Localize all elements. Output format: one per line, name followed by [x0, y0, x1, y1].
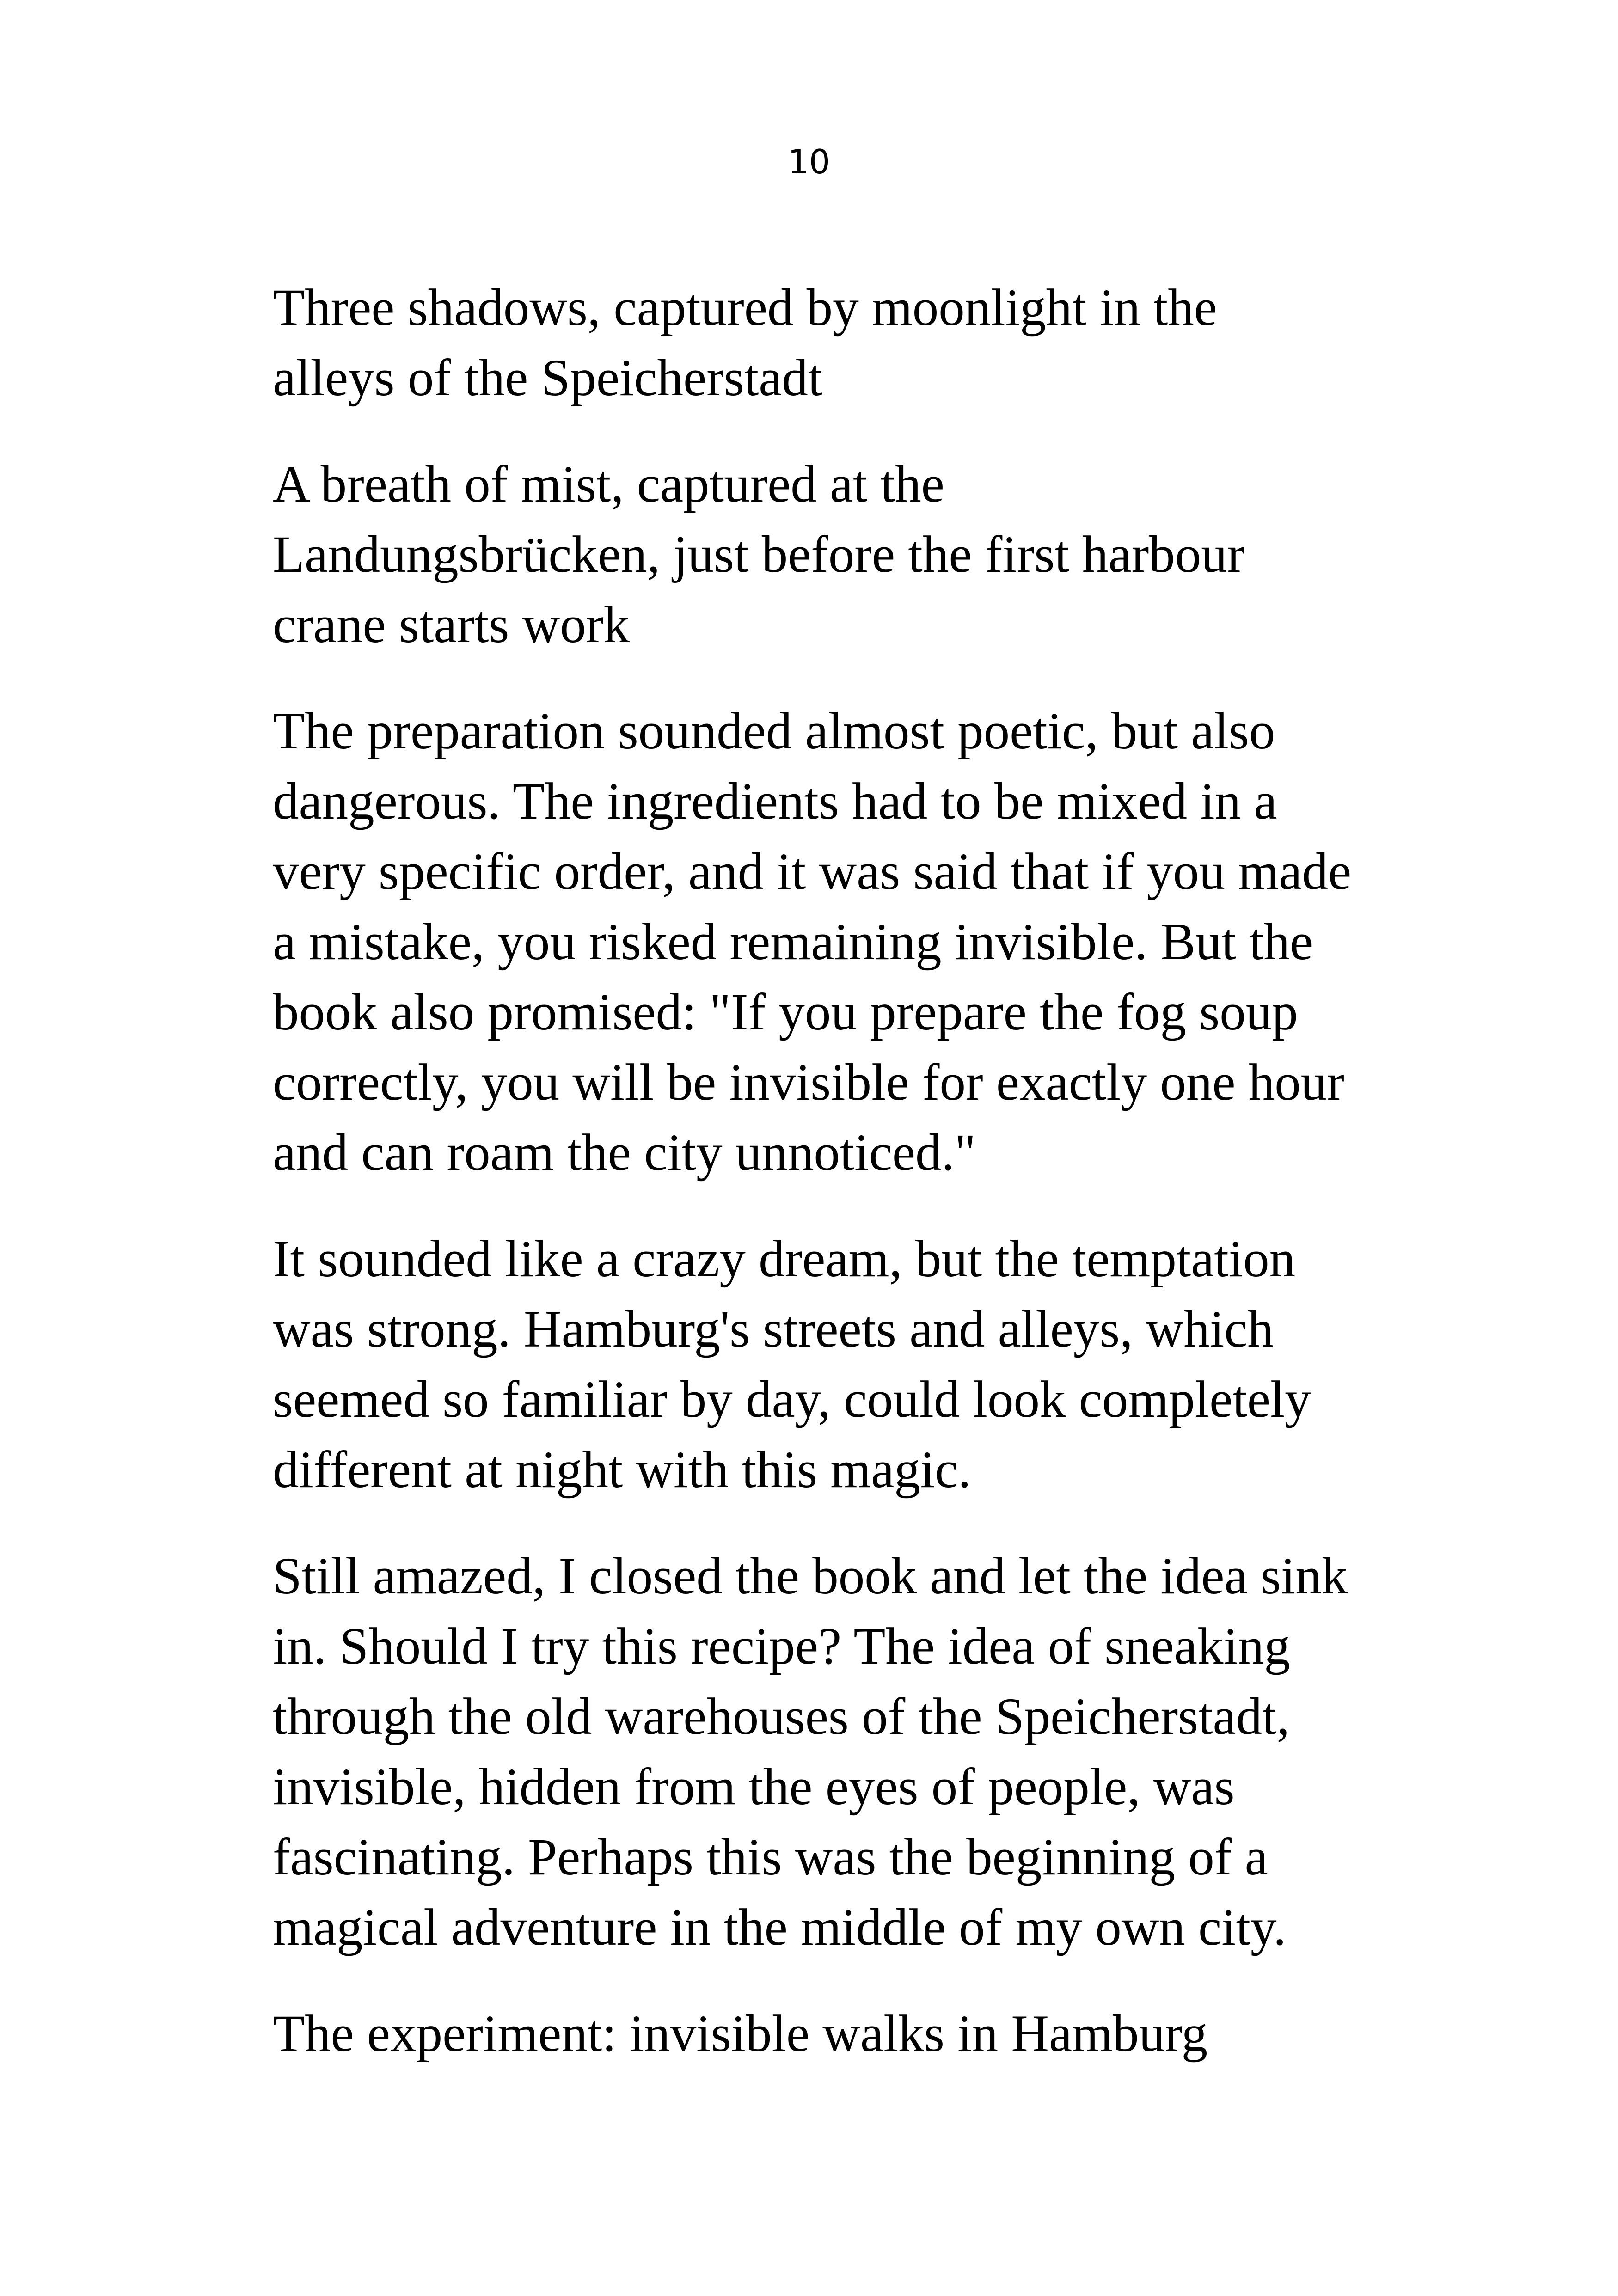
text-line: Landungsbrücken, just before the first harbour — [273, 526, 1245, 583]
text-line: fascinating. Perhaps this was the beginning of a — [273, 1828, 1268, 1886]
text-line: A breath of mist, captured at the — [273, 455, 944, 513]
text-line: seemed so familiar by day, could look completely — [273, 1371, 1311, 1428]
paragraph-4 — [273, 1224, 1382, 1505]
text-line: was strong. Hamburg's streets and alleys, which — [273, 1300, 1274, 1358]
text-line: through the old warehouses of the Speicherstadt, — [273, 1688, 1290, 1745]
paragraph-2 — [273, 449, 1382, 660]
paragraph-5 — [273, 1541, 1382, 1963]
text-line: correctly, you will be invisible for exactly one hour — [273, 1053, 1344, 1111]
text-line: alleys of the Speicherstadt — [273, 349, 823, 407]
text-line: It sounded like a crazy dream, but the temptation — [273, 1230, 1296, 1288]
text-line: The experiment: invisible walks in Hamburg — [273, 2005, 1208, 2063]
text-line: magical adventure in the middle of my own city. — [273, 1898, 1287, 1956]
text-line: very specific order, and it was said that if you made — [273, 843, 1352, 900]
text-line: and can roam the city unnoticed." — [273, 1124, 976, 1182]
text-line: different at night with this magic. — [273, 1441, 971, 1499]
text-line: Still amazed, I closed the book and let the idea sink — [273, 1547, 1348, 1605]
text-line: Three shadows, captured by moonlight in the — [273, 279, 1217, 337]
section-heading — [273, 1999, 1382, 2069]
paragraph-1 — [273, 273, 1382, 413]
text-line: in. Should I try this recipe? The idea of sneaking — [273, 1617, 1290, 1675]
paragraph-3 — [273, 696, 1382, 1188]
text-line: The preparation sounded almost poetic, but also — [273, 702, 1275, 760]
text-line: a mistake, you risked remaining invisible. But the — [273, 913, 1313, 971]
text-line: dangerous. The ingredients had to be mixed in a — [273, 772, 1277, 830]
page-number: 10 — [788, 142, 830, 181]
text-line: crane starts work — [273, 596, 630, 654]
text-line: book also promised: "If you prepare the fog soup — [273, 983, 1298, 1041]
page-body — [273, 273, 1382, 2105]
text-line: invisible, hidden from the eyes of people, was — [273, 1758, 1235, 1816]
